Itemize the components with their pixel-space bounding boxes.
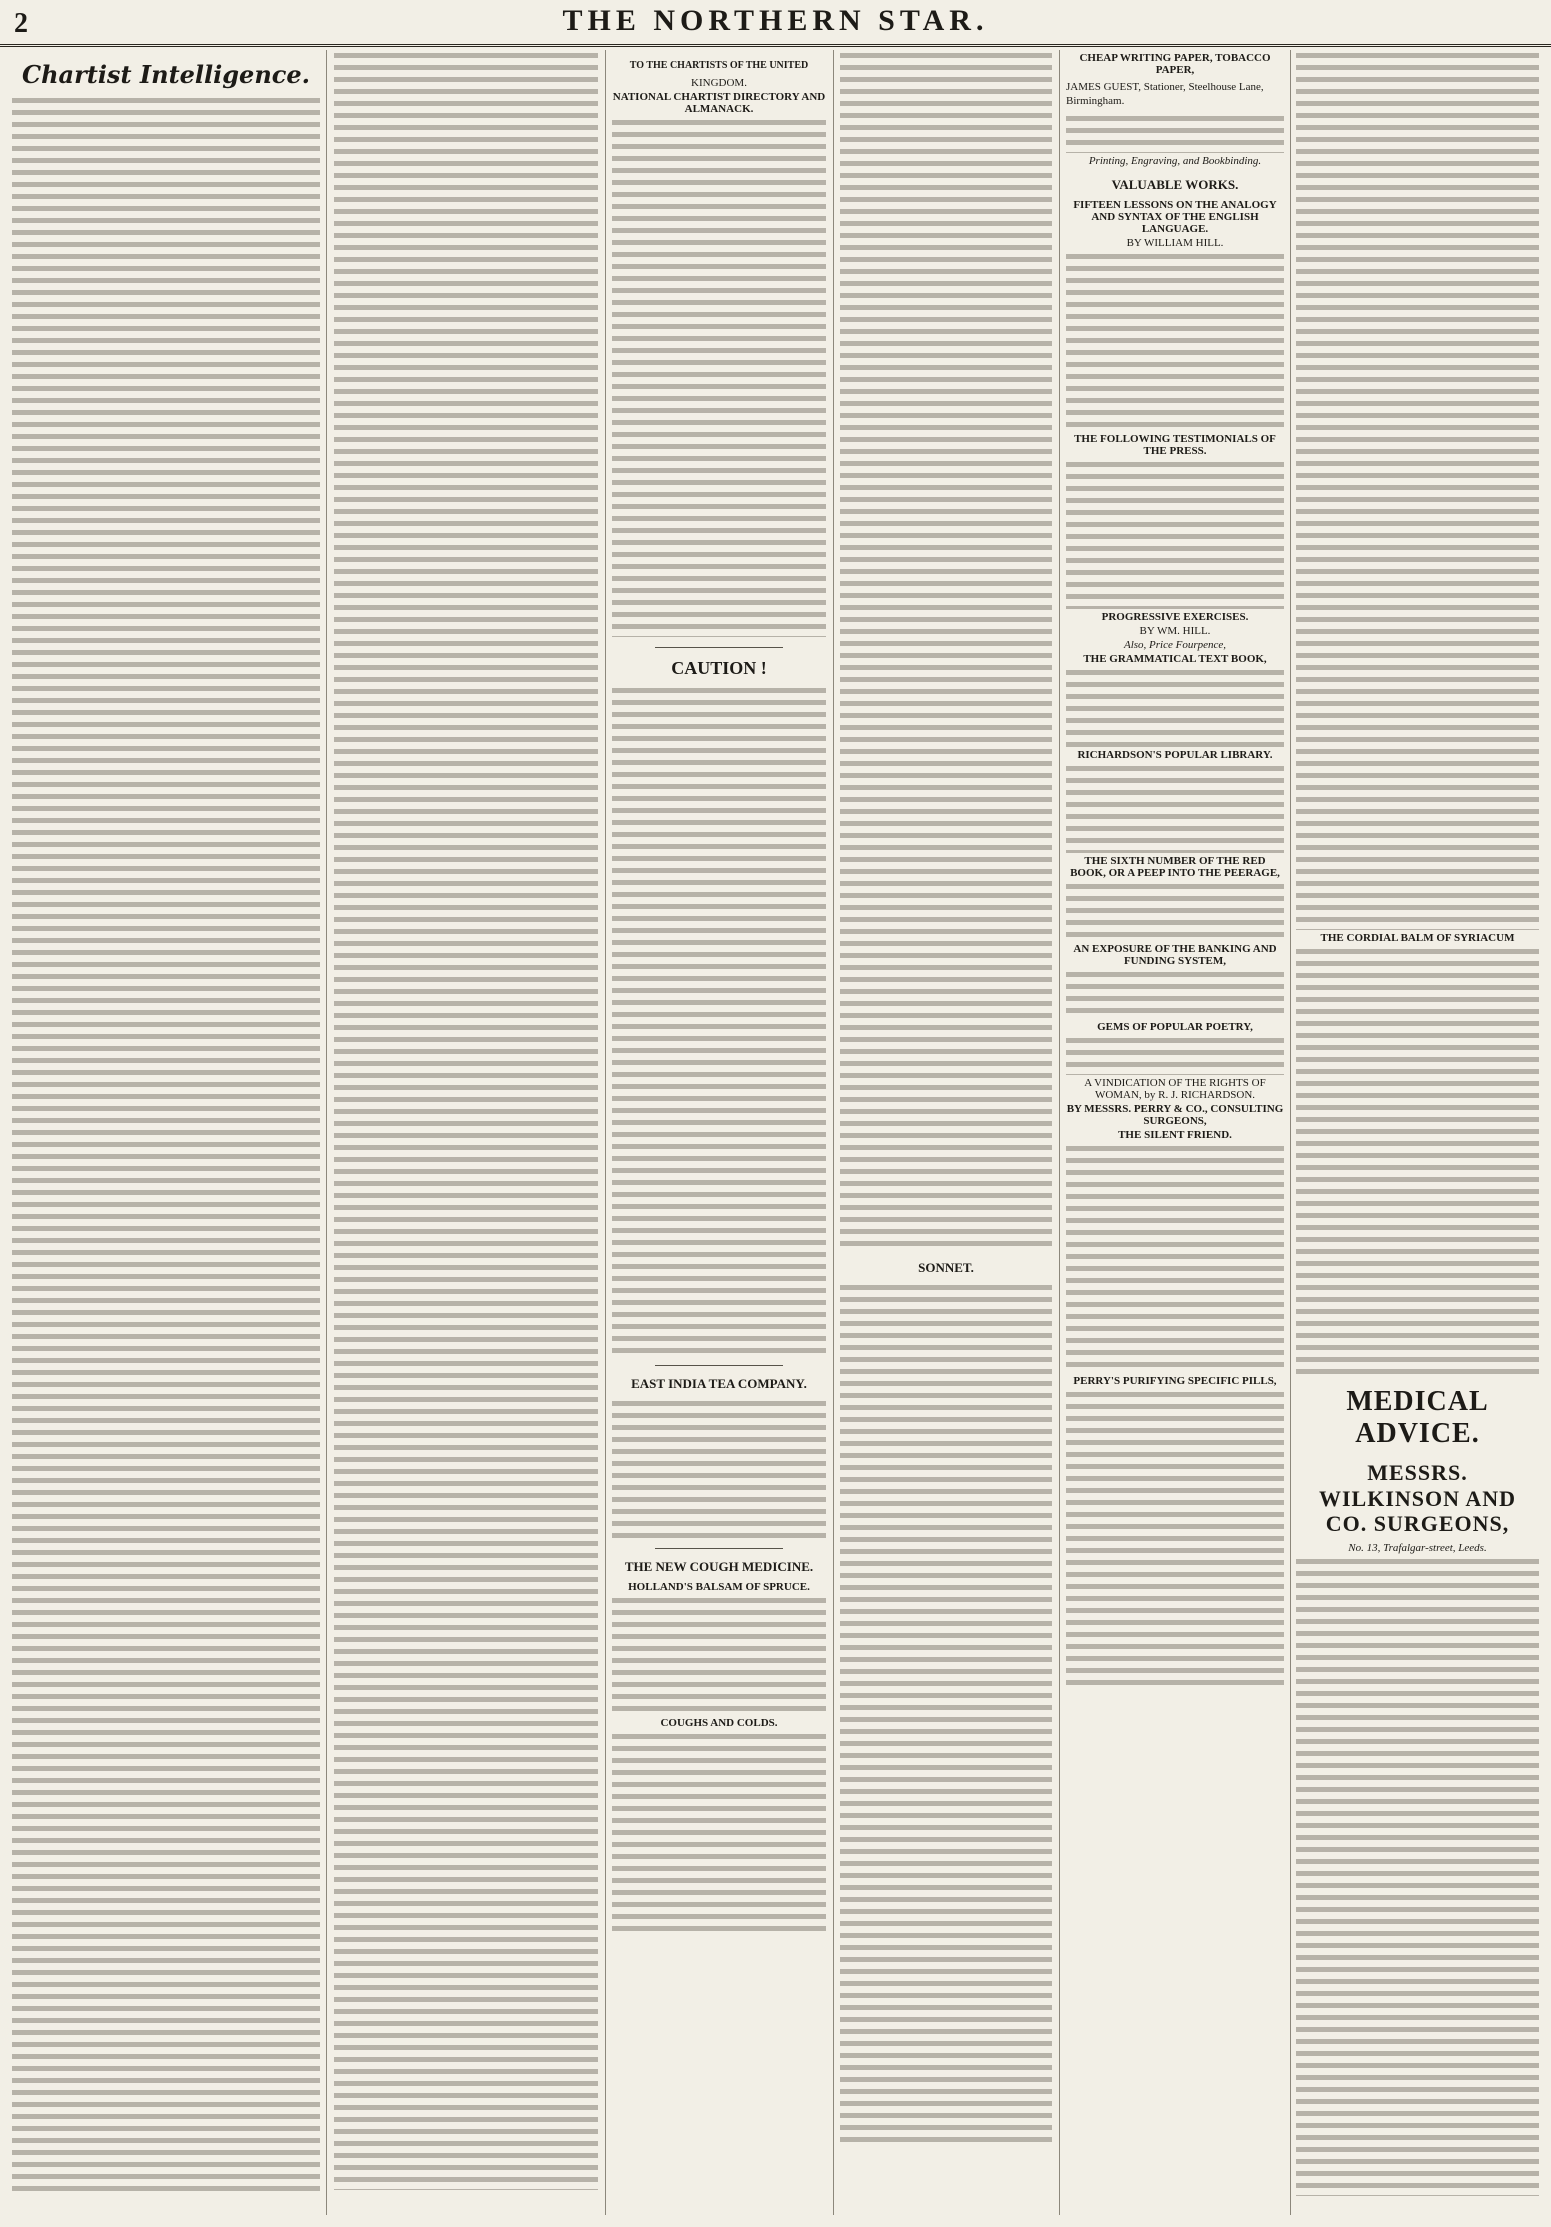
column-rule — [1290, 50, 1291, 2215]
column-directory: TO THE CHARTISTS OF THE UNITED KINGDOM. NATIONAL CHARTIST DIRECTORY AND ALMANACK. CAUTION ! EAST INDIA TEA COMPANY. THE NEW COUGH MEDICINE. HOLLAND'S BALSAM OF SPRUCE. COUGHS AND COLDS. — [612, 50, 826, 2217]
article-text — [840, 50, 1052, 1250]
newspaper-title: THE NORTHERN STAR. — [562, 4, 989, 37]
column-rule — [605, 50, 606, 2215]
article-text — [1296, 50, 1539, 930]
article-text — [12, 95, 320, 2195]
column-rule — [1059, 50, 1060, 2215]
address-heading: TO THE CHARTISTS OF THE UNITED — [629, 60, 809, 71]
article-text — [334, 50, 598, 2190]
article-text — [612, 117, 826, 637]
article-text — [612, 1731, 826, 1931]
valuable-works-heading: VALUABLE WORKS. — [1111, 176, 1239, 192]
column-advertisements: CHEAP WRITING PAPER, TOBACCO PAPER, JAMES GUEST, Stationer, Steelhouse Lane, Birmingham. Printing, Engraving, and Bookbinding. VALUABLE WORKS. FIFTEEN LESSONS ON THE ANALOGY AND SYNTAX OF THE ENGLISH LANGUAGE. BY WILLIAM HILL. THE FOLLOWING TESTIMONIALS OF THE PRESS. PROGRESSIVE EXERCISES. BY WM. HILL. Also, Price Fourpence, THE GRAMMATICAL TEXT BOOK, RICHARDSON'S POPULAR LIBRARY. THE SIXTH NUMBER OF THE RED BOOK, OR A PEEP INTO THE PEERAGE, AN EXPOSURE OF THE BANKING AND FUNDING SYSTEM, GEMS OF POPULAR POETRY, A VINDICATION OF THE RIGHTS OF WOMAN, by R. J. RICHARDSON. BY MESSRS. PERRY & CO., CONSULTING SURGEONS, THE SILENT FRIEND. PERRY'S PURIFYING SPECIFIC PILLS, — [1066, 50, 1284, 2217]
column-reports — [334, 50, 598, 2217]
silent-friend-heading: THE SILENT FRIEND. — [1118, 1128, 1232, 1141]
column-chartist-intelligence — [12, 50, 320, 2217]
article-text — [612, 685, 826, 1355]
article-text — [1296, 946, 1539, 1376]
cough-heading: THE NEW COUGH MEDICINE. — [624, 1559, 814, 1574]
article-text — [1296, 1556, 1539, 2196]
medical-advice-heading: MEDICAL ADVICE. — [1346, 1386, 1489, 1450]
section-heading: Chartist Intelligence. — [21, 60, 311, 89]
column-rule — [833, 50, 834, 2215]
article-text — [612, 1595, 826, 1715]
column-medical — [1296, 50, 1539, 2217]
column-rule — [326, 50, 327, 2215]
article-text — [612, 1398, 826, 1538]
tea-heading: EAST INDIA TEA COMPANY. — [631, 1376, 807, 1391]
caution-heading: CAUTION ! — [671, 658, 767, 678]
surgeons-address: No. 13, Trafalgar-street, Leeds. — [1348, 1542, 1487, 1555]
article-text — [840, 1282, 1052, 2142]
column-testimonials — [840, 50, 1052, 2217]
surgeons-heading: MESSRS. WILKINSON AND CO. SURGEONS, — [1319, 1460, 1516, 1536]
paper-heading: CHEAP WRITING PAPER, TOBACCO PAPER, — [1079, 52, 1271, 76]
cordial-heading: THE CORDIAL BALM OF SYRIACUM — [1320, 932, 1515, 944]
sonnet-heading: SONNET. — [918, 1260, 974, 1275]
masthead — [0, 0, 1551, 47]
page-number: 2 — [14, 8, 28, 39]
stationer-notice: JAMES GUEST, Stationer, Steelhouse Lane, Birmingham. — [1066, 81, 1264, 108]
directory-heading: NATIONAL CHARTIST DIRECTORY AND ALMANACK. — [612, 91, 826, 115]
